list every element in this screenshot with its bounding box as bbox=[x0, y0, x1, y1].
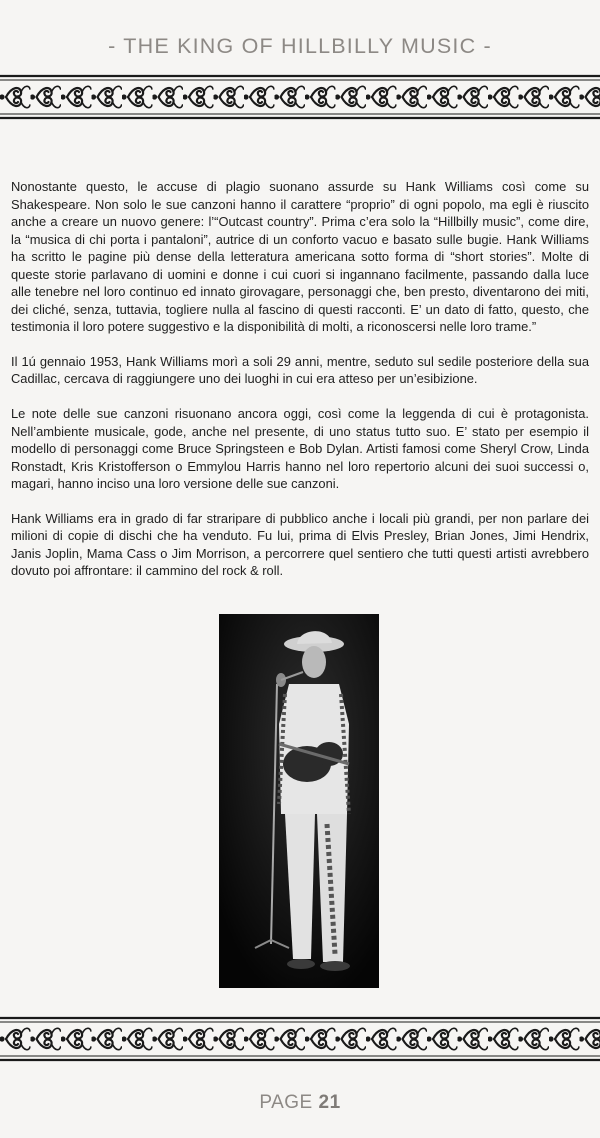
paragraph: Le note delle sue canzoni risuonano ancora oggi, così come la leggenda di cui è protagonista. Nell’ambiente musicale, gode, anche nel presente, di uno status tutto suo. E’ stato per esempio il modello di personaggi come Bruce Springsteen e Bob Dylan. Artisti famosi come Sheryl Crow, Linda Ronstadt, Kris Kristofferson o Emmylou Harris hanno nel loro repertorio alcuni dei suoi successi o, magari, hanno inciso una loro versione delle sue canzoni. bbox=[11, 406, 589, 492]
page-number-value: 21 bbox=[318, 1092, 341, 1113]
paragraph: Nonostante questo, le accuse di plagio suonano assurde su Hank Williams così come su Shakespeare. Non solo le sue canzoni hanno il carattere “proprio” di ogni popolo, ma egli è riuscito anche a creare un nuovo genere: l’“Outcast country”. Prima c’era solo la “Hillbilly music”, come dire, la “musica di chi porta i pantaloni”, autrice di un conforto vacuo e basato sulle bugie. Hank Williams ha scritto le pagine più dense della letteratura americana sotto forma di “short stories”. Molte di queste storie parlavano di uomini e donne i cui cuori si ingannano facilmente, passando dalla luce alle tenebre nel loro continuo ed innato girovagare, personaggi che, ben presto, diventarono dei miti, dei cliché, senza, tuttavia, togliere nulla al fascino di questi racconti. E’ un dato di fatto, questo, che testimonia il loro potere suggestivo e la disponibilità di molti, a riconoscersi nelle loro trame.” bbox=[11, 179, 589, 335]
ornamental-border-bottom bbox=[0, 1008, 600, 1070]
paragraph: Il 1ú gennaio 1953, Hank Williams morì a soli 29 anni, mentre, seduto sul sedile posteriore della sua Cadillac, cercava di raggiungere uno dei luoghi in cui era atteso per un’esibizione. bbox=[11, 353, 589, 387]
page-title: - THE KING OF HILLBILLY MUSIC - bbox=[108, 34, 492, 58]
paragraph: Hank Williams era in grado di far straripare di pubblico anche i locali più grandi, per non parlare dei milioni di copie di dischi che ha venduto. Fu lui, prima di Elvis Presley, Brian Jones, Jimi Hendrix, Janis Joplin, Mama Cass o Jim Morrison, a percorrere quel sentiero che tutti questi artisti avrebbero dovuto poi affrontare: il cammino del rock & roll. bbox=[11, 510, 589, 579]
article-body bbox=[11, 178, 589, 597]
performer-photo bbox=[219, 614, 379, 988]
ornamental-border-top bbox=[0, 66, 600, 128]
performer-silhouette-illustration bbox=[219, 614, 379, 988]
page-number bbox=[0, 1092, 600, 1114]
page-label: PAGE bbox=[259, 1092, 313, 1113]
